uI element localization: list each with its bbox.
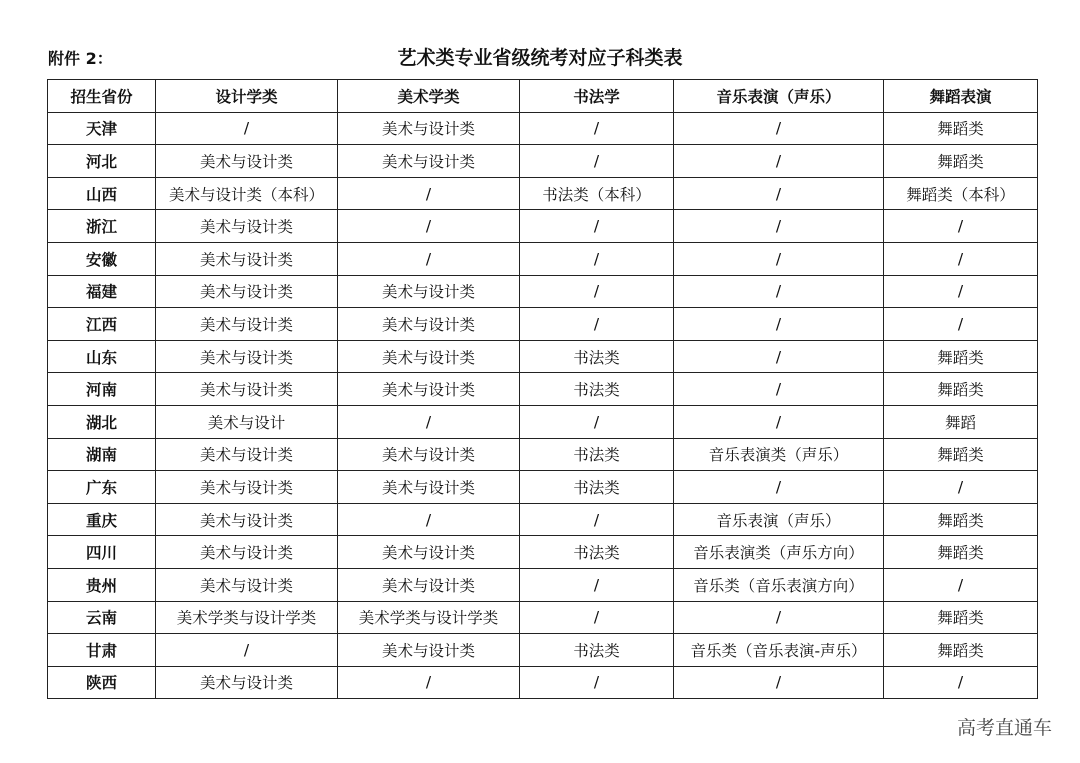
cell-design: 美术与设计类 xyxy=(156,340,338,373)
subject-category-table xyxy=(47,79,1038,699)
cell-dance-performance: 舞蹈类 xyxy=(884,340,1038,373)
header-fine-arts: 美术学类 xyxy=(338,80,520,113)
cell-music-performance: / xyxy=(674,340,884,373)
cell-province: 贵州 xyxy=(48,568,156,601)
cell-fine-arts: 美术与设计类 xyxy=(338,438,520,471)
cell-calligraphy: / xyxy=(520,601,674,634)
cell-design: 美术与设计类 xyxy=(156,471,338,504)
cell-dance-performance: 舞蹈类 xyxy=(884,601,1038,634)
table-row xyxy=(48,601,1038,634)
cell-fine-arts: 美术与设计类 xyxy=(338,340,520,373)
table-row xyxy=(48,373,1038,406)
cell-dance-performance: 舞蹈类 xyxy=(884,503,1038,536)
cell-design: 美术与设计类 xyxy=(156,242,338,275)
header-province: 招生省份 xyxy=(48,80,156,113)
cell-fine-arts: 美术与设计类 xyxy=(338,275,520,308)
cell-design: 美术与设计类 xyxy=(156,275,338,308)
cell-fine-arts: 美术学类与设计学类 xyxy=(338,601,520,634)
cell-dance-performance: / xyxy=(884,568,1038,601)
cell-music-performance: 音乐类（音乐表演-声乐） xyxy=(674,634,884,667)
cell-fine-arts: 美术与设计类 xyxy=(338,308,520,341)
cell-dance-performance: 舞蹈类 xyxy=(884,373,1038,406)
cell-design: 美术与设计类 xyxy=(156,145,338,178)
cell-calligraphy: / xyxy=(520,308,674,341)
cell-music-performance: / xyxy=(674,242,884,275)
cell-design: 美术与设计类 xyxy=(156,308,338,341)
cell-province: 甘肃 xyxy=(48,634,156,667)
cell-calligraphy: 书法类 xyxy=(520,536,674,569)
cell-dance-performance: 舞蹈类 xyxy=(884,634,1038,667)
table-row xyxy=(48,503,1038,536)
cell-design: 美术与设计类 xyxy=(156,210,338,243)
cell-design: 美术与设计类 xyxy=(156,503,338,536)
cell-music-performance: / xyxy=(674,471,884,504)
header-dance-performance: 舞蹈表演 xyxy=(884,80,1038,113)
cell-calligraphy: / xyxy=(520,145,674,178)
cell-design: 美术学类与设计学类 xyxy=(156,601,338,634)
cell-province: 云南 xyxy=(48,601,156,634)
table-row xyxy=(48,471,1038,504)
table-row xyxy=(48,666,1038,699)
cell-calligraphy: / xyxy=(520,275,674,308)
cell-music-performance: / xyxy=(674,210,884,243)
cell-province: 湖南 xyxy=(48,438,156,471)
cell-dance-performance: / xyxy=(884,275,1038,308)
cell-music-performance: / xyxy=(674,177,884,210)
table-row xyxy=(48,568,1038,601)
cell-design: 美术与设计 xyxy=(156,405,338,438)
table-row xyxy=(48,438,1038,471)
cell-music-performance: / xyxy=(674,666,884,699)
cell-music-performance: / xyxy=(674,275,884,308)
cell-province: 重庆 xyxy=(48,503,156,536)
cell-fine-arts: 美术与设计类 xyxy=(338,373,520,406)
cell-dance-performance: 舞蹈类（本科） xyxy=(884,177,1038,210)
cell-fine-arts: / xyxy=(338,210,520,243)
cell-fine-arts: 美术与设计类 xyxy=(338,112,520,145)
cell-music-performance: 音乐表演类（声乐） xyxy=(674,438,884,471)
cell-design: 美术与设计类 xyxy=(156,666,338,699)
cell-calligraphy: / xyxy=(520,112,674,145)
cell-fine-arts: / xyxy=(338,405,520,438)
table-row xyxy=(48,242,1038,275)
cell-fine-arts: / xyxy=(338,666,520,699)
cell-province: 陕西 xyxy=(48,666,156,699)
cell-dance-performance: / xyxy=(884,471,1038,504)
cell-province: 湖北 xyxy=(48,405,156,438)
cell-calligraphy: 书法类 xyxy=(520,373,674,406)
table-row xyxy=(48,210,1038,243)
cell-province: 河北 xyxy=(48,145,156,178)
cell-music-performance: / xyxy=(674,601,884,634)
cell-calligraphy: / xyxy=(520,503,674,536)
cell-music-performance: 音乐类（音乐表演方向） xyxy=(674,568,884,601)
cell-province: 浙江 xyxy=(48,210,156,243)
cell-design: 美术与设计类 xyxy=(156,568,338,601)
table-header-row xyxy=(48,80,1038,113)
table-row xyxy=(48,145,1038,178)
table-row xyxy=(48,112,1038,145)
cell-dance-performance: 舞蹈类 xyxy=(884,438,1038,471)
table-row xyxy=(48,177,1038,210)
cell-calligraphy: 书法类 xyxy=(520,438,674,471)
header-music-performance: 音乐表演（声乐） xyxy=(674,80,884,113)
cell-design: 美术与设计类 xyxy=(156,536,338,569)
cell-calligraphy: / xyxy=(520,242,674,275)
cell-dance-performance: / xyxy=(884,210,1038,243)
cell-fine-arts: 美术与设计类 xyxy=(338,536,520,569)
header-design: 设计学类 xyxy=(156,80,338,113)
cell-province: 四川 xyxy=(48,536,156,569)
table-row xyxy=(48,275,1038,308)
document-title: 艺术类专业省级统考对应子科类表 xyxy=(397,47,683,69)
cell-design: 美术与设计类（本科） xyxy=(156,177,338,210)
cell-fine-arts: 美术与设计类 xyxy=(338,145,520,178)
cell-fine-arts: 美术与设计类 xyxy=(338,471,520,504)
cell-design: / xyxy=(156,634,338,667)
cell-fine-arts: 美术与设计类 xyxy=(338,568,520,601)
table-row xyxy=(48,405,1038,438)
cell-fine-arts: / xyxy=(338,503,520,536)
annex-label: 附件 2： xyxy=(48,49,113,68)
table-row xyxy=(48,308,1038,341)
cell-dance-performance: / xyxy=(884,308,1038,341)
header-calligraphy: 书法学 xyxy=(520,80,674,113)
cell-design: 美术与设计类 xyxy=(156,438,338,471)
cell-fine-arts: / xyxy=(338,242,520,275)
cell-province: 江西 xyxy=(48,308,156,341)
cell-design: / xyxy=(156,112,338,145)
cell-fine-arts: / xyxy=(338,177,520,210)
cell-dance-performance: 舞蹈类 xyxy=(884,112,1038,145)
cell-province: 山西 xyxy=(48,177,156,210)
cell-calligraphy: / xyxy=(520,666,674,699)
cell-calligraphy: 书法类（本科） xyxy=(520,177,674,210)
cell-dance-performance: 舞蹈 xyxy=(884,405,1038,438)
table-row xyxy=(48,340,1038,373)
cell-music-performance: 音乐表演类（声乐方向） xyxy=(674,536,884,569)
cell-province: 福建 xyxy=(48,275,156,308)
cell-music-performance: / xyxy=(674,145,884,178)
table-row xyxy=(48,536,1038,569)
cell-music-performance: 音乐表演（声乐） xyxy=(674,503,884,536)
table-row xyxy=(48,634,1038,667)
cell-calligraphy: 书法类 xyxy=(520,340,674,373)
cell-province: 天津 xyxy=(48,112,156,145)
cell-province: 广东 xyxy=(48,471,156,504)
cell-music-performance: / xyxy=(674,405,884,438)
watermark: 高考直通车 xyxy=(956,717,1052,739)
cell-calligraphy: / xyxy=(520,568,674,601)
cell-music-performance: / xyxy=(674,373,884,406)
cell-province: 山东 xyxy=(48,340,156,373)
cell-dance-performance: / xyxy=(884,242,1038,275)
cell-music-performance: / xyxy=(674,112,884,145)
cell-province: 安徽 xyxy=(48,242,156,275)
table-body xyxy=(48,112,1038,699)
cell-calligraphy: 书法类 xyxy=(520,634,674,667)
cell-dance-performance: 舞蹈类 xyxy=(884,145,1038,178)
cell-calligraphy: / xyxy=(520,405,674,438)
cell-design: 美术与设计类 xyxy=(156,373,338,406)
cell-dance-performance: / xyxy=(884,666,1038,699)
cell-calligraphy: 书法类 xyxy=(520,471,674,504)
cell-dance-performance: 舞蹈类 xyxy=(884,536,1038,569)
cell-calligraphy: / xyxy=(520,210,674,243)
cell-province: 河南 xyxy=(48,373,156,406)
cell-music-performance: / xyxy=(674,308,884,341)
cell-fine-arts: 美术与设计类 xyxy=(338,634,520,667)
